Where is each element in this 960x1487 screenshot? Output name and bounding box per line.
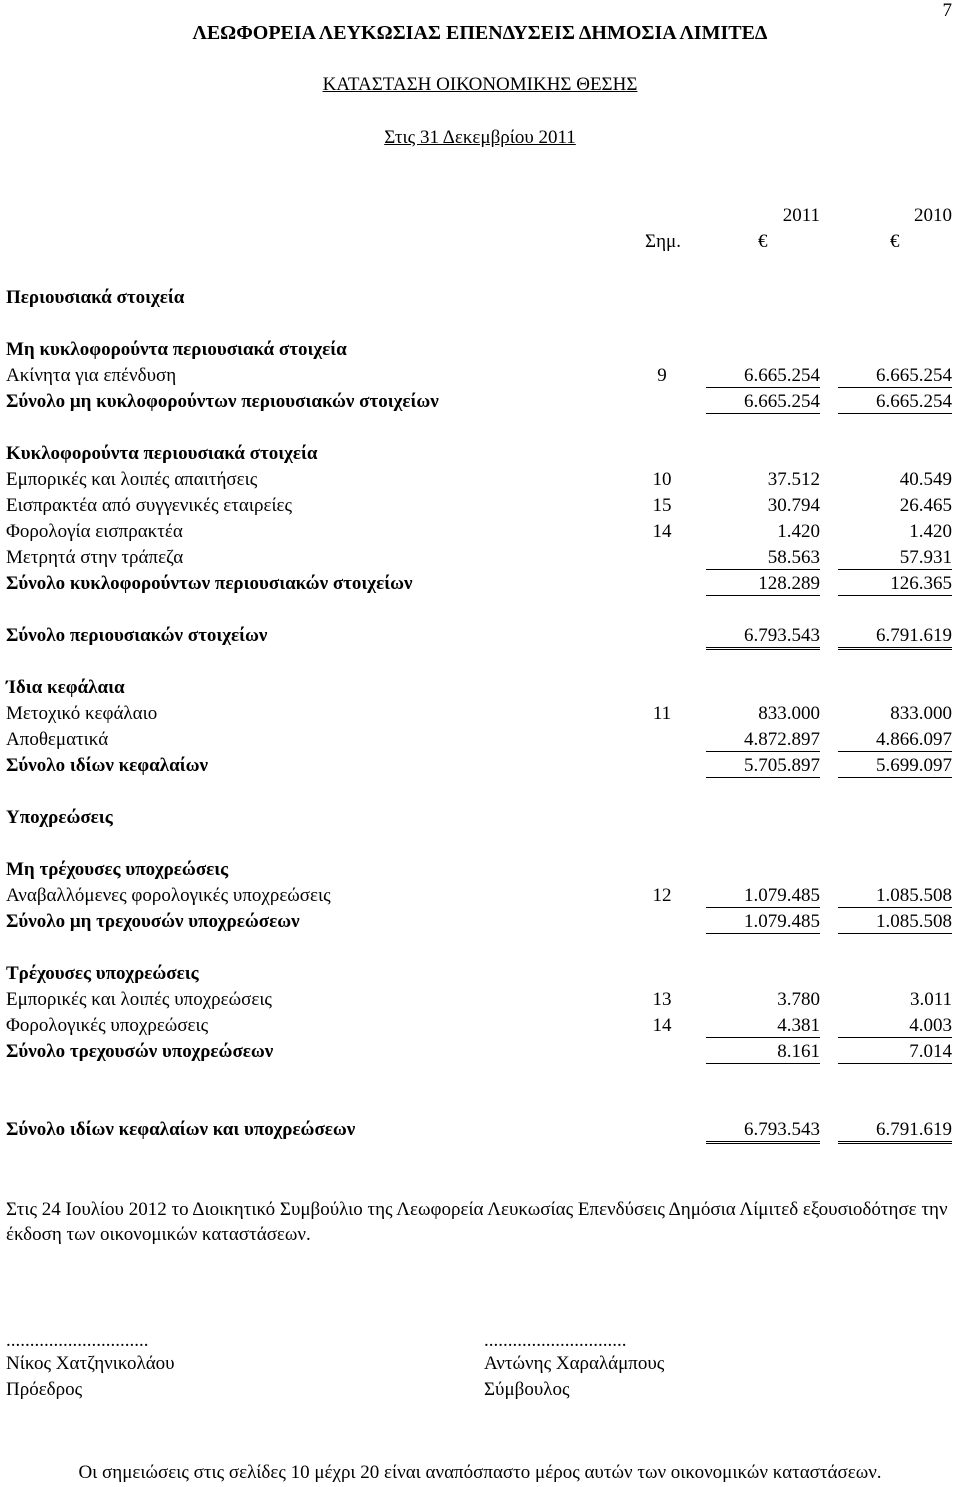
table-row	[6, 885, 956, 909]
page-number: 7	[942, 0, 952, 21]
row-note: 10	[652, 469, 672, 490]
row-label: Ακίνητα για επένδυση	[6, 365, 177, 386]
table-row	[6, 469, 956, 493]
row-label: Μη κυκλοφορούντα περιουσιακά στοιχεία	[6, 339, 347, 360]
value-2011: 4.872.897	[706, 729, 820, 752]
value-2010: 4.866.097	[838, 729, 952, 752]
subsection-header-noncurrent-liabilities	[6, 859, 956, 883]
value-2011: 6.793.543	[706, 1119, 820, 1144]
signature-line-chairman: ..............................	[6, 1330, 149, 1351]
row-label: Φορολογία εισπρακτέα	[6, 521, 183, 542]
signatory-name-chairman: Νίκος Χατζηνικολάου	[6, 1353, 175, 1374]
subsection-header-noncurrent-assets	[6, 339, 956, 363]
statement-title	[0, 74, 960, 96]
signature-line-director: ..............................	[484, 1330, 627, 1351]
row-label: Μετοχικό κεφάλαιο	[6, 703, 158, 724]
year-2011-header: 2011	[782, 205, 820, 226]
row-label: Εισπρακτέα από συγγενικές εταιρείες	[6, 495, 293, 516]
value-2011: 58.563	[706, 547, 820, 570]
currency-2011-header: €	[758, 231, 768, 252]
value-2010: 5.699.097	[838, 755, 952, 778]
value-2011: 6.793.543	[706, 625, 820, 650]
row-note: 9	[657, 365, 667, 386]
company-title: ΛΕΩΦΟΡΕΙΑ ΛΕΥΚΩΣΙΑΣ ΕΠΕΝΔΥΣΕΙΣ ΔΗΜΟΣΙΑ ΛΙΜΙΤΕΔ	[192, 22, 768, 44]
total-row	[6, 573, 956, 597]
value-2011: 37.512	[767, 469, 820, 490]
statement-date-text: Στις 31 Δεκεμβρίου 2011	[384, 127, 576, 148]
total-row	[6, 391, 956, 415]
row-label: Σύνολο ιδίων κεφαλαίων	[6, 755, 208, 776]
section-header-liabilities	[6, 807, 956, 831]
statement-date	[0, 127, 960, 149]
row-note: 14	[652, 1015, 672, 1036]
section-header-assets	[6, 287, 956, 311]
row-label: Μη τρέχουσες υποχρεώσεις	[6, 859, 229, 880]
row-label: Σύνολο τρεχουσών υποχρεώσεων	[6, 1041, 274, 1062]
approval-paragraph: Στις 24 Ιουλίου 2012 το Διοικητικό Συμβούλιο της Λεωφορεία Λευκωσίας Επενδύσεις Δημόσια Λίμιτεδ εξουσιοδότησε την έκδοση των οικονομικών καταστάσεων.	[6, 1199, 948, 1245]
value-2011: 5.705.897	[706, 755, 820, 778]
value-2010: 4.003	[838, 1015, 952, 1038]
value-2011: 6.665.254	[706, 391, 820, 414]
table-row	[6, 521, 956, 545]
currency-2010-header: €	[890, 231, 900, 252]
column-year-header	[6, 205, 956, 229]
grand-total-row	[6, 625, 956, 649]
row-note: 15	[652, 495, 672, 516]
value-2010: 6.665.254	[838, 365, 952, 388]
row-label: Περιουσιακά στοιχεία	[6, 287, 185, 308]
signatory-name-director: Αντώνης Χαραλάμπους	[484, 1353, 665, 1374]
value-2011: 128.289	[706, 573, 820, 596]
table-row	[6, 1015, 956, 1039]
value-2010: 1.085.508	[838, 885, 952, 908]
value-2011: 1.079.485	[706, 911, 820, 934]
value-2011: 1.420	[777, 521, 820, 542]
row-label: Εμπορικές και λοιπές απαιτήσεις	[6, 469, 258, 490]
row-label: Σύνολο μη κυκλοφορούντων περιουσιακών στοιχείων	[6, 391, 439, 412]
value-2010: 6.665.254	[838, 391, 952, 414]
subsection-header-current-liabilities	[6, 963, 956, 987]
column-currency-header	[6, 231, 956, 255]
value-2010: 126.365	[838, 573, 952, 596]
grand-total-equity-liabilities-row	[6, 1119, 956, 1143]
statement-title-text: ΚΑΤΑΣΤΑΣΗ ΟΙΚΟΝΟΜΙΚΗΣ ΘΕΣΗΣ	[322, 74, 638, 95]
table-row	[6, 495, 956, 519]
row-note: 12	[652, 885, 672, 906]
total-row	[6, 911, 956, 935]
row-label: Αναβαλλόμενες φορολογικές υποχρεώσεις	[6, 885, 331, 906]
total-row	[6, 1041, 956, 1065]
row-label: Κυκλοφορούντα περιουσιακά στοιχεία	[6, 443, 318, 464]
value-2011: 833.000	[758, 703, 820, 724]
value-2010: 1.085.508	[838, 911, 952, 934]
table-row	[6, 365, 956, 389]
note-column-header: Σημ.	[645, 231, 681, 252]
row-label: Υποχρεώσεις	[6, 807, 113, 828]
value-2011: 1.079.485	[706, 885, 820, 908]
row-label: Τρέχουσες υποχρεώσεις	[6, 963, 199, 984]
section-header-equity	[6, 677, 956, 701]
row-note: 14	[652, 521, 672, 542]
value-2010: 26.465	[899, 495, 952, 516]
subsection-header-current-assets	[6, 443, 956, 467]
row-note: 13	[652, 989, 672, 1010]
value-2011: 3.780	[777, 989, 820, 1010]
value-2011: 6.665.254	[706, 365, 820, 388]
table-row	[6, 729, 956, 753]
row-label: Σύνολο μη τρεχουσών υποχρεώσεων	[6, 911, 300, 932]
row-label: Εμπορικές και λοιπές υποχρεώσεις	[6, 989, 272, 1010]
value-2010: 7.014	[838, 1041, 952, 1064]
value-2011: 4.381	[706, 1015, 820, 1038]
signatory-role-chairman: Πρόεδρος	[6, 1379, 83, 1400]
year-2010-header: 2010	[914, 205, 952, 226]
table-row	[6, 547, 956, 571]
table-row	[6, 703, 956, 727]
row-label: Σύνολο ιδίων κεφαλαίων και υποχρεώσεων	[6, 1119, 356, 1140]
value-2011: 30.794	[767, 495, 820, 516]
value-2010: 6.791.619	[838, 1119, 952, 1144]
value-2010: 833.000	[890, 703, 952, 724]
value-2011: 8.161	[706, 1041, 820, 1064]
total-row	[6, 755, 956, 779]
footer-note: Οι σημειώσεις στις σελίδες 10 μέχρι 20 είναι αναπόσπαστο μέρος αυτών των οικονομικών καταστάσεων.	[78, 1462, 882, 1483]
row-label: Αποθεματικά	[6, 729, 109, 750]
value-2010: 1.420	[909, 521, 952, 542]
row-label: Ίδια κεφάλαια	[6, 677, 125, 698]
value-2010: 3.011	[909, 989, 952, 1010]
table-row	[6, 989, 956, 1013]
value-2010: 57.931	[838, 547, 952, 570]
row-label: Μετρητά στην τράπεζα	[6, 547, 184, 568]
signatory-role-director: Σύμβουλος	[484, 1379, 570, 1400]
value-2010: 40.549	[899, 469, 952, 490]
row-label: Φορολογικές υποχρεώσεις	[6, 1015, 209, 1036]
row-label: Σύνολο κυκλοφορούντων περιουσιακών στοιχείων	[6, 573, 413, 594]
row-label: Σύνολο περιουσιακών στοιχείων	[6, 625, 268, 646]
value-2010: 6.791.619	[838, 625, 952, 650]
row-note: 11	[652, 703, 672, 724]
